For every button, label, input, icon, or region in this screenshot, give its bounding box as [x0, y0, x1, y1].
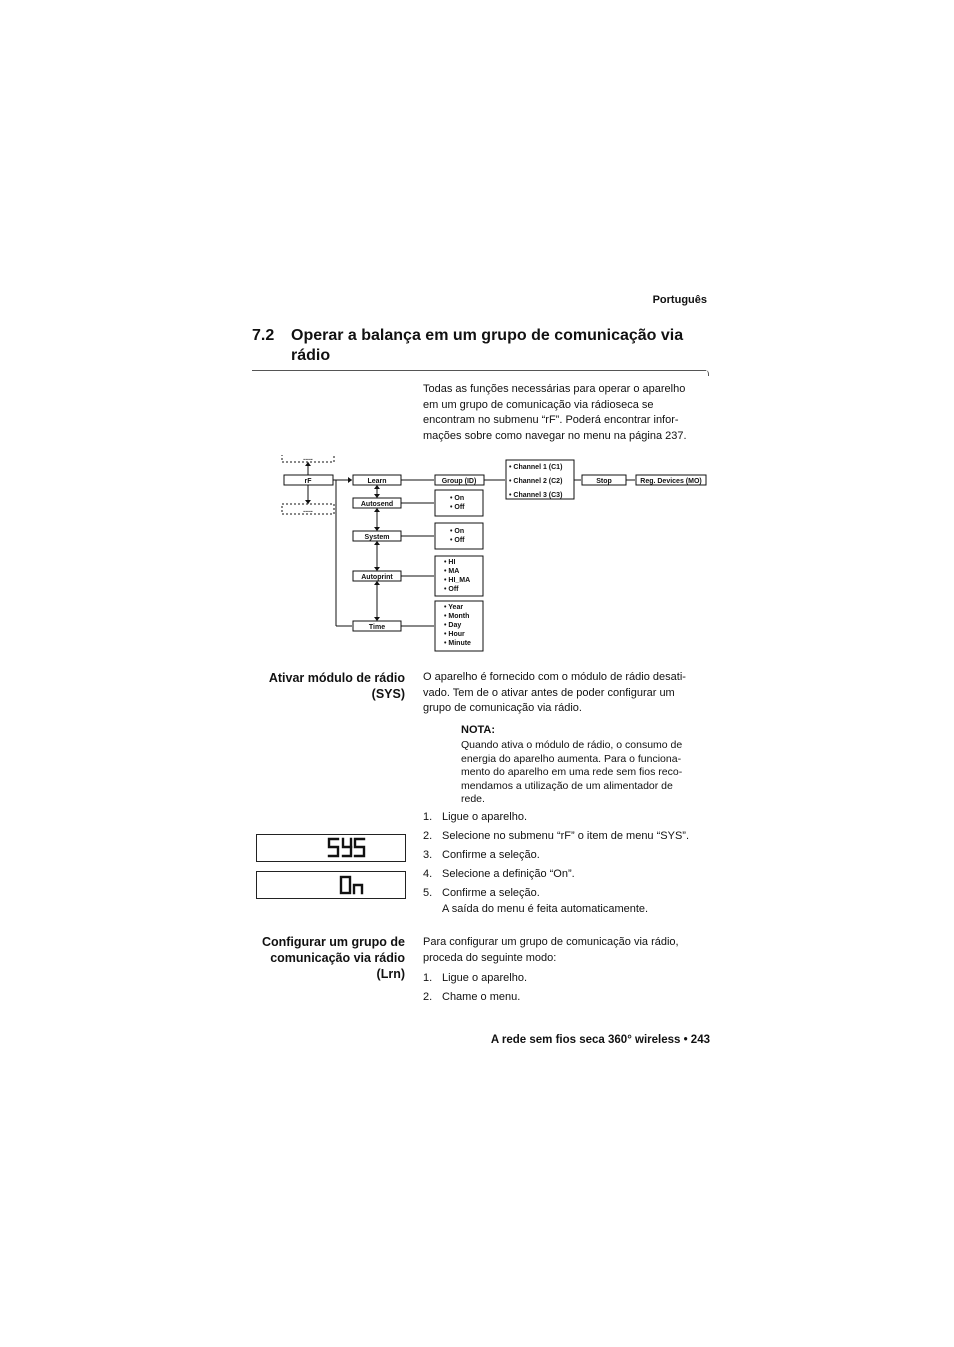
step-number: 1. — [423, 811, 433, 823]
page-footer: A rede sem fios seca 360° wireless • 243 — [490, 1034, 710, 1046]
note-line: mendamos a utilização de um alimentador de — [461, 779, 673, 792]
step-text: Chame o menu. — [442, 991, 521, 1003]
system-option: • On — [450, 528, 465, 535]
time-option: • Day — [444, 622, 462, 629]
group-label: Group (ID) — [441, 478, 477, 485]
time-option: • Year — [444, 604, 464, 611]
channel-3: • Channel 3 (C3) — [509, 492, 563, 499]
intro-line: em um grupo de comunicação via rádioseca se — [423, 398, 654, 411]
list-item — [423, 829, 723, 848]
list-item — [423, 990, 723, 1009]
system-options-box — [435, 523, 483, 549]
sys-heading-line: (SYS) — [371, 687, 405, 701]
intro-paragraph — [423, 382, 711, 444]
note-line: rede. — [461, 793, 485, 806]
sys-heading — [230, 670, 405, 702]
step-number: 2. — [423, 991, 433, 1003]
intro-line: encontram no submenu “rF”. Poderá encontrar infor- — [423, 414, 679, 426]
lrn-heading-line: (Lrn) — [376, 967, 405, 981]
list-item — [423, 848, 723, 867]
autoprint-label: Autoprint — [361, 574, 393, 581]
lrn-paragraph — [423, 935, 713, 966]
lrn-heading-line: Configurar um grupo de — [261, 935, 405, 949]
intro-line: mações sobre como navegar no menu na página 237. — [423, 429, 687, 442]
step-text: Confirme a seleção. — [442, 849, 540, 861]
time-option: • Hour — [444, 631, 465, 638]
time-option: • Minute — [444, 640, 471, 647]
reg-devices-label: Reg. Devices (MO) — [640, 478, 702, 485]
language-label: Português — [652, 294, 707, 306]
step-text: Selecione a definição “On”. — [442, 868, 575, 880]
heading-rule-end — [704, 370, 709, 376]
list-item — [423, 971, 723, 990]
sys-steps-list — [423, 810, 723, 917]
lrn-paragraph-line: proceda do seguinte modo: — [423, 951, 557, 964]
channel-2: • Channel 2 (C2) — [509, 478, 563, 485]
intro-line: Todas as funções necessárias para operar o aparelho — [423, 383, 686, 395]
top-dots: ..... — [303, 455, 313, 462]
bottom-dots: ..... — [303, 507, 313, 514]
note-line: Quando ativa o módulo de rádio, o consumo de — [461, 739, 683, 751]
autoprint-option: • Off — [444, 586, 459, 593]
heading-rule — [252, 370, 706, 371]
note-line: energia do aparelho aumenta. Para o funciona- — [461, 752, 682, 765]
time-option: • Month — [444, 613, 470, 620]
note-label: NOTA: — [461, 724, 496, 736]
lcd-on-glyphs — [257, 872, 405, 898]
step-number: 4. — [423, 868, 433, 880]
autoprint-option: • HI_MA — [444, 577, 471, 584]
lrn-heading-line: comunicação via rádio — [270, 951, 405, 965]
step-text: Selecione no submenu “rF” o item de menu “SYS”. — [442, 830, 690, 842]
learn-label: Learn — [367, 478, 387, 485]
note-line: mento do aparelho em uma rede sem fios reco- — [461, 766, 683, 779]
stop-label: Stop — [596, 478, 612, 485]
lrn-paragraph-line: Para configurar um grupo de comunicação via rádio, — [423, 936, 679, 948]
list-item — [423, 810, 723, 829]
list-item — [423, 867, 723, 886]
system-label: System — [364, 534, 390, 541]
autoprint-options-box — [435, 556, 483, 596]
note-body — [461, 739, 713, 807]
lrn-steps-list — [423, 971, 723, 1009]
lcd-sys-glyphs — [257, 835, 405, 861]
sys-paragraph-line: vado. Tem de o ativar antes de poder configurar um — [423, 686, 675, 699]
autosend-options-box — [435, 490, 483, 516]
lcd-display-sys — [256, 834, 406, 862]
autosend-label: Autosend — [360, 501, 394, 508]
step-number: 5. — [423, 887, 433, 899]
sys-paragraph — [423, 670, 713, 717]
autosend-option: • Off — [450, 504, 465, 511]
section-number: 7.2 — [252, 327, 275, 344]
sys-paragraph-line: grupo de comunicação via rádio. — [423, 702, 582, 714]
rf-label: rF — [304, 478, 312, 485]
autosend-option: • On — [450, 495, 465, 502]
section-title: Operar a balança em um grupo de comunicação via rádio — [291, 327, 684, 364]
channel-1: • Channel 1 (C1) — [509, 464, 563, 471]
time-label: Time — [368, 624, 386, 631]
step-text: Ligue o aparelho. — [442, 972, 528, 984]
autoprint-option: • HI — [444, 559, 456, 566]
step-text: Confirme a seleção. — [442, 887, 540, 899]
step-text: Ligue o aparelho. — [442, 811, 528, 823]
lcd-display-on — [256, 871, 406, 899]
system-option: • Off — [450, 537, 465, 544]
step-note: A saída do menu é feita automaticamente. — [442, 903, 649, 915]
autoprint-option: • MA — [444, 568, 460, 575]
step-number: 3. — [423, 849, 433, 861]
lrn-heading — [222, 934, 405, 982]
step-number: 2. — [423, 830, 433, 842]
menu-diagram — [276, 455, 716, 660]
sys-heading-line: Ativar módulo de rádio — [268, 671, 405, 685]
list-item — [423, 886, 723, 902]
sys-paragraph-line: O aparelho é fornecido com o módulo de rádio desati- — [423, 671, 686, 683]
step-number: 1. — [423, 972, 433, 984]
